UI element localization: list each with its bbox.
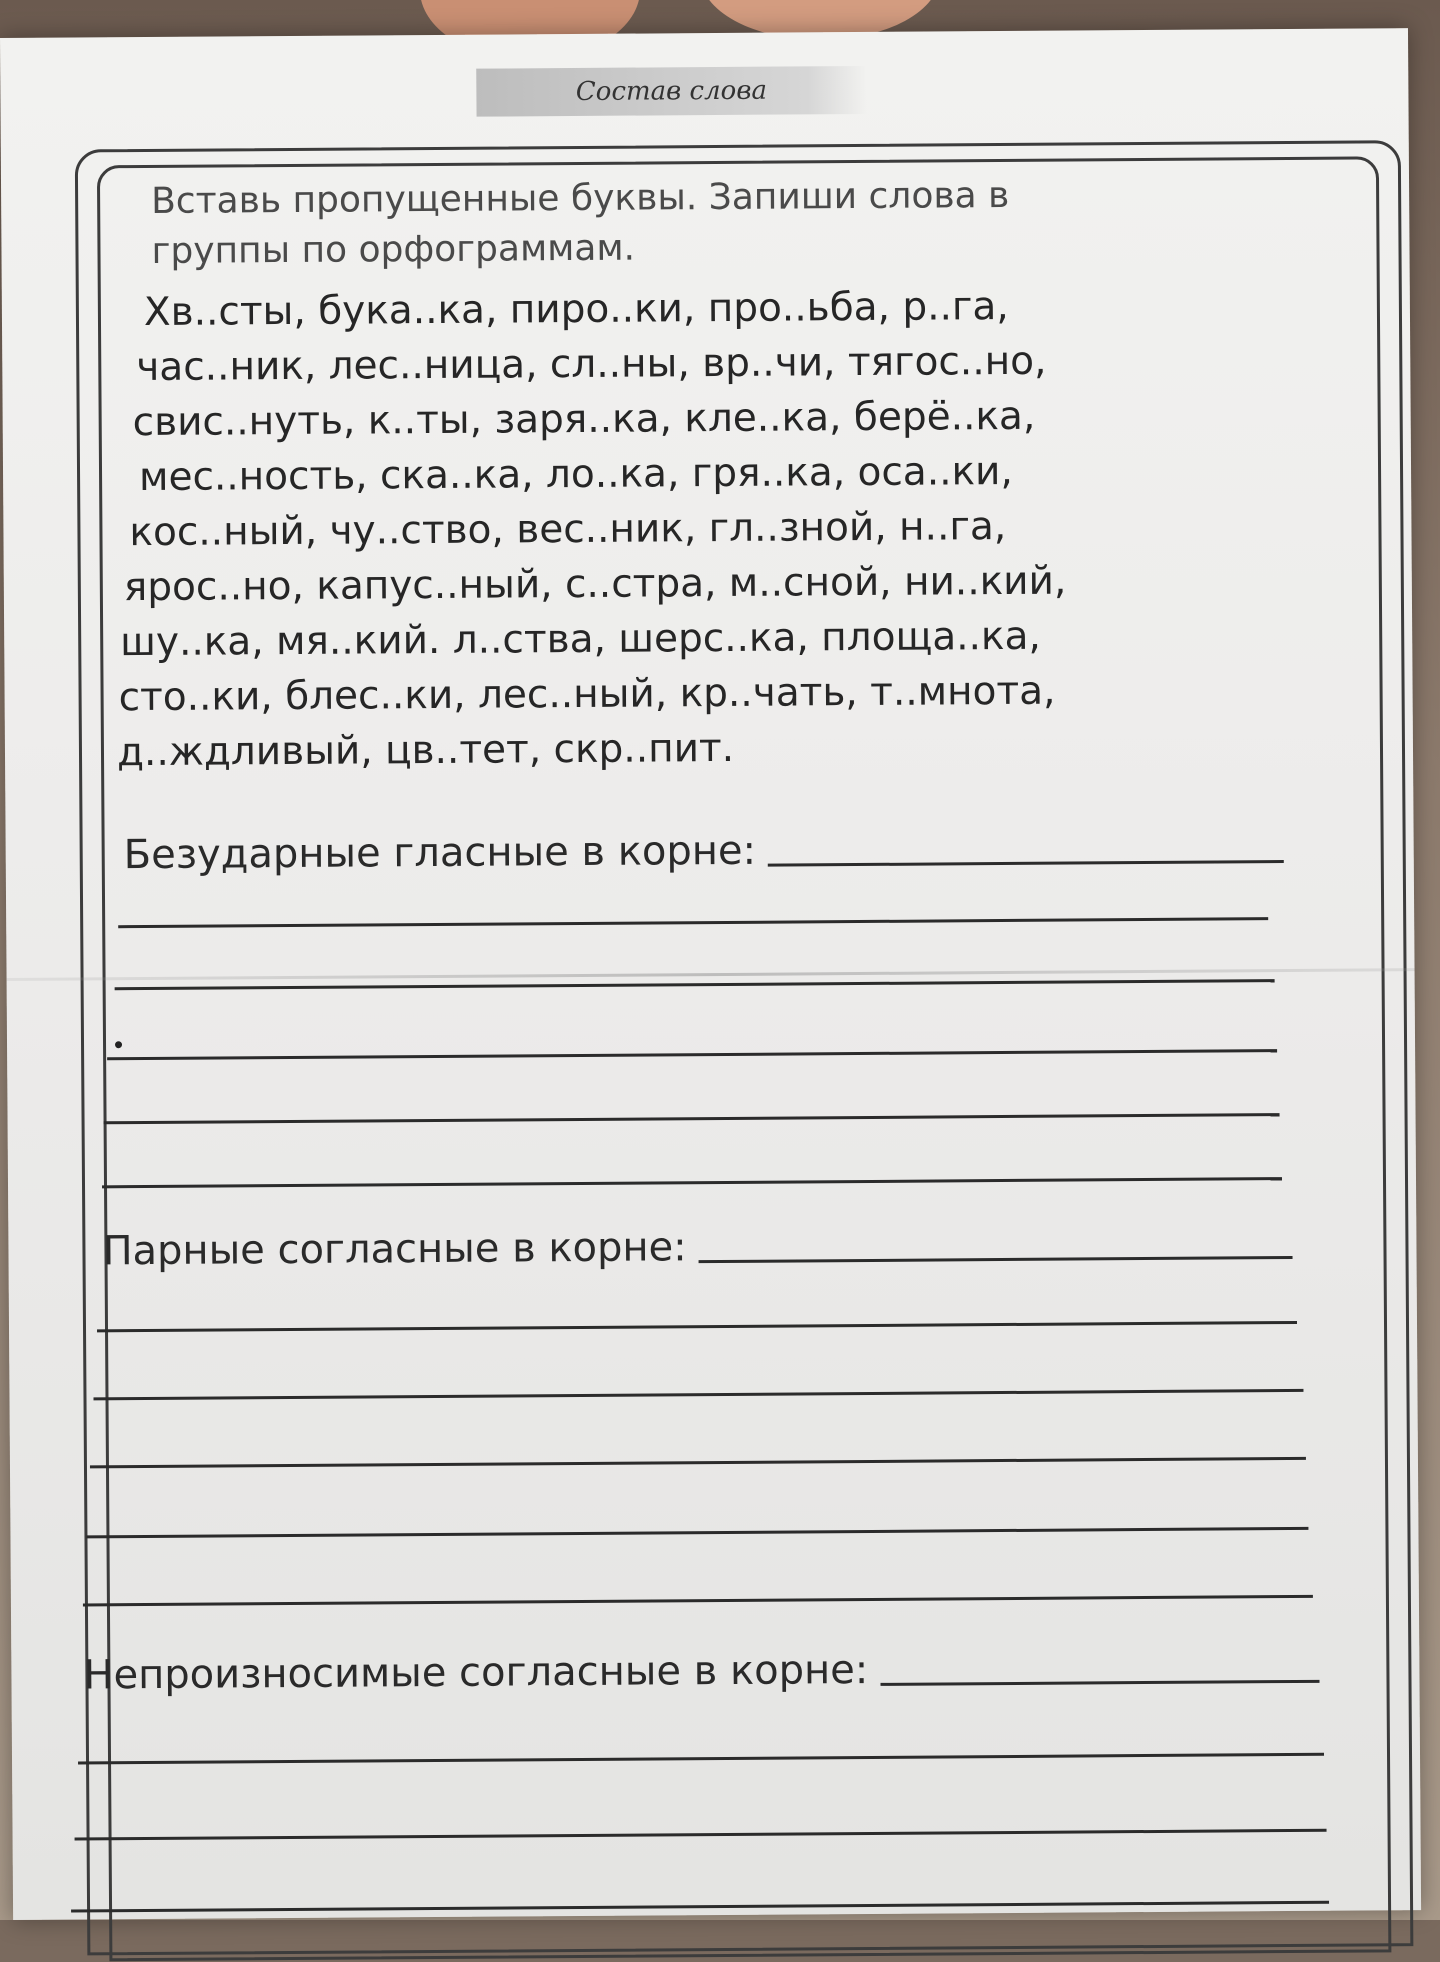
group-unstressed-vowels [124,821,1284,881]
word-line: час..ник, лес..ница, сл..ны, вр..чи, тягос..но, [136,338,1047,391]
group-label: Непроизносимые согласные в корне: [83,1646,869,1699]
group-label: Безударные гласные в корне: [123,827,757,879]
word-line: шу..ка, мя..кий. л..ства, шерс..ка, площа..ка, [120,613,1041,666]
group-heading [83,1641,1319,1702]
word-line: ярос..но, капус..ный, с..стра, м..сной, ни..кий, [123,558,1067,611]
section-title: Состав слова [575,75,768,107]
word-line: свис..нуть, к..ты, заря..ка, кле..ка, берё..ка, [132,393,1036,446]
answer-line[interactable] [768,860,1284,867]
answer-line[interactable] [880,1680,1319,1686]
answer-line[interactable] [699,1256,1293,1263]
word-line: мес..ность, ска..ка, ло..ка, гря..ка, оса..ки, [138,448,1013,501]
pen-dot [115,1041,122,1048]
word-line: кос..ный, чу..ство, вес..ник, гл..зной, н..га, [129,503,1007,556]
word-line: Хв..сты, бука..ка, пиро..ки, про..ьба, р..га, [143,283,1009,336]
group-paired-consonants [102,1217,1292,1277]
group-heading [102,1217,1292,1277]
instruction: Вставь пропущенные буквы. Запиши слова в группы по орфограммам. [151,174,1010,272]
word-line: д..ждливый, цв..тет, скр..пит. [116,725,735,776]
group-label: Парные согласные в корне: [102,1224,687,1275]
word-line: сто..ки, блес..ки, лес..ный, кр..чать, т..мнота, [118,668,1056,721]
exercise [116,169,1333,780]
worksheet-page [0,28,1421,1920]
group-heading [124,821,1284,881]
section-title-banner [476,66,866,117]
group-silent-consonants [83,1641,1319,1702]
word-list [116,277,1333,780]
